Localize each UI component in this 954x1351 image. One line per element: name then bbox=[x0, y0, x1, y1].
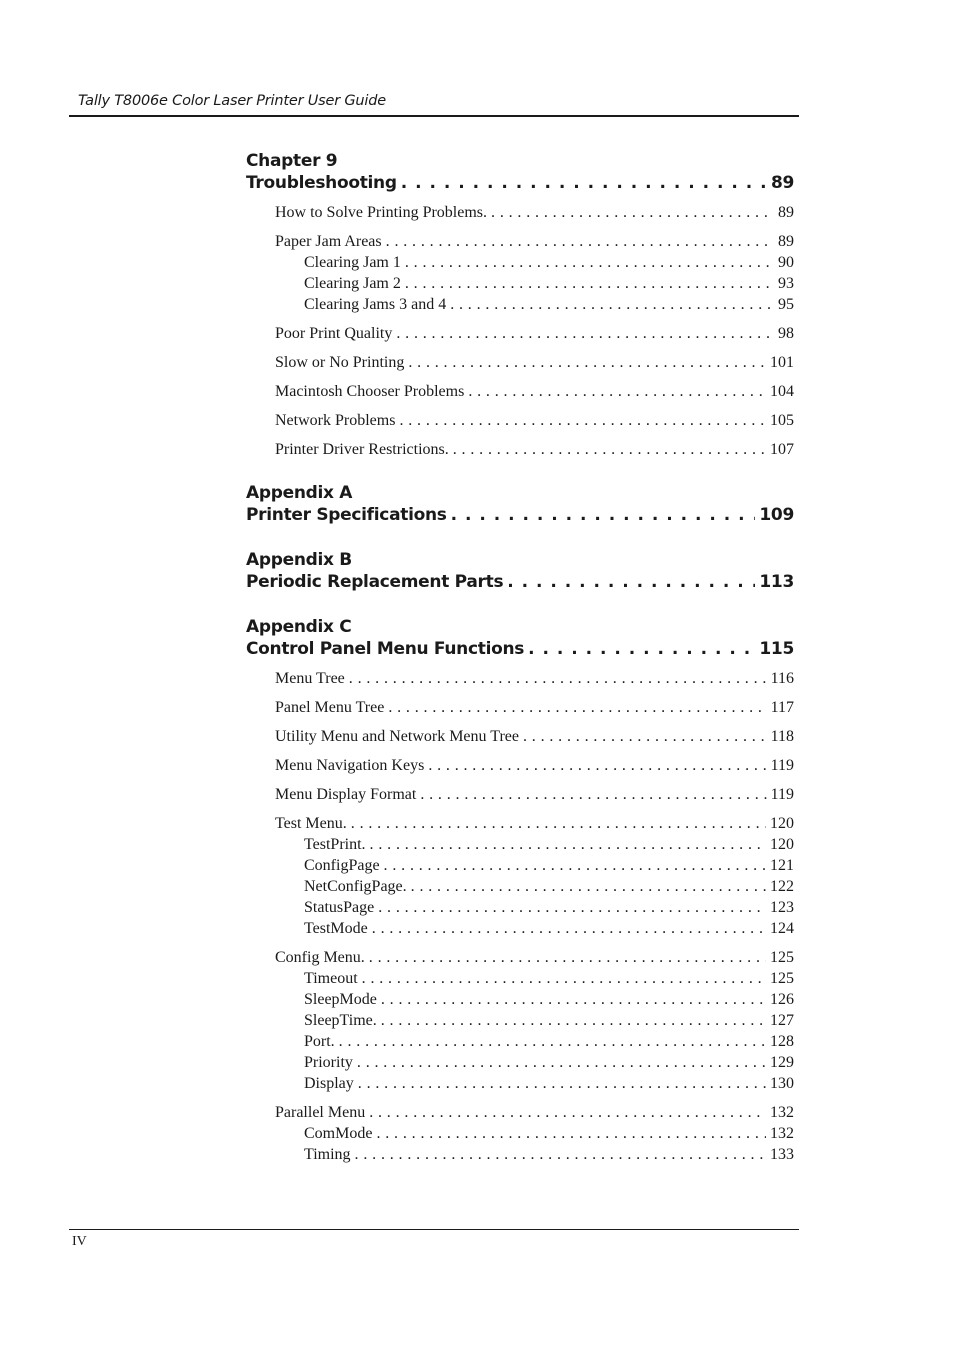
toc-entry-title: Parallel Menu bbox=[275, 1104, 366, 1121]
chapter-page-number: 109 bbox=[759, 505, 794, 525]
toc-entry-page-number: 119 bbox=[770, 786, 794, 803]
toc-entry-title: Priority bbox=[304, 1054, 353, 1071]
dot-leader bbox=[357, 1052, 766, 1073]
toc-entry-title: ConfigPage bbox=[304, 857, 380, 874]
toc-entry-group bbox=[246, 697, 794, 718]
toc-entry-page-number: 101 bbox=[770, 354, 794, 371]
toc-entry-title: Config Menu. bbox=[275, 949, 365, 966]
toc-entry-title: How to Solve Printing Problems. bbox=[275, 204, 488, 221]
toc-entry-title: ComMode bbox=[304, 1125, 373, 1142]
toc-entry-page-number: 95 bbox=[778, 296, 794, 313]
toc-entry-group bbox=[246, 726, 794, 747]
dot-leader bbox=[411, 876, 766, 897]
dot-leader bbox=[370, 834, 766, 855]
toc-entry-page-number: 120 bbox=[770, 815, 794, 832]
toc-section bbox=[246, 150, 794, 460]
toc-entry-title: Menu Tree bbox=[275, 670, 345, 687]
chapter-title: Control Panel Menu Functions bbox=[246, 639, 525, 659]
toc-section bbox=[246, 616, 794, 1165]
chapter-page-number: 89 bbox=[770, 173, 794, 193]
toc-entry-page-number: 132 bbox=[770, 1125, 794, 1142]
dot-leader bbox=[468, 381, 766, 402]
dot-leader bbox=[528, 638, 755, 661]
toc-entry-page-number: 104 bbox=[770, 383, 794, 400]
toc-entry[interactable] bbox=[246, 726, 794, 747]
toc-entry-page-number: 89 bbox=[778, 233, 794, 250]
toc-entry-title: Poor Print Quality bbox=[275, 325, 393, 342]
dot-leader bbox=[451, 504, 756, 527]
toc-entry-title: Printer Driver Restrictions. bbox=[275, 441, 449, 458]
toc-entry-title: Clearing Jam 1 bbox=[304, 254, 401, 271]
chapter-title: Periodic Replacement Parts bbox=[246, 572, 504, 592]
dot-leader bbox=[491, 202, 770, 223]
toc-subentry[interactable] bbox=[246, 897, 794, 918]
toc-entry-page-number: 122 bbox=[770, 878, 794, 895]
toc-entry-group bbox=[246, 231, 794, 315]
toc-subentry[interactable] bbox=[246, 876, 794, 897]
toc-entry-title: StatusPage bbox=[304, 899, 375, 916]
toc-entry[interactable] bbox=[246, 323, 794, 344]
dot-leader bbox=[405, 273, 770, 294]
toc-entry-page-number: 116 bbox=[770, 670, 794, 687]
toc-entry[interactable] bbox=[246, 755, 794, 776]
dot-leader bbox=[386, 231, 770, 252]
toc-entry-page-number: 126 bbox=[770, 991, 794, 1008]
toc-entry[interactable] bbox=[246, 1102, 794, 1123]
dot-leader bbox=[405, 252, 770, 273]
toc-subentry[interactable] bbox=[246, 989, 794, 1010]
toc-section bbox=[246, 549, 794, 594]
toc-entry-page-number: 93 bbox=[778, 275, 794, 292]
dot-leader bbox=[355, 1144, 766, 1165]
chapter-title: Troubleshooting bbox=[246, 173, 397, 193]
dot-leader bbox=[376, 1123, 766, 1144]
toc-entry-page-number: 120 bbox=[770, 836, 794, 853]
dot-leader bbox=[450, 294, 770, 315]
toc-entry-page-number: 127 bbox=[770, 1012, 794, 1029]
dot-leader bbox=[381, 1010, 766, 1031]
chapter-page-number: 113 bbox=[759, 572, 794, 592]
toc-entry-title: Macintosh Chooser Problems bbox=[275, 383, 465, 400]
dot-leader bbox=[369, 947, 766, 968]
toc-entry-title: Port. bbox=[304, 1033, 335, 1050]
toc-entry-page-number: 98 bbox=[778, 325, 794, 342]
chapter-label: Chapter 9 bbox=[246, 151, 338, 171]
toc-entry-page-number: 129 bbox=[770, 1054, 794, 1071]
toc-subentry[interactable] bbox=[246, 1144, 794, 1165]
toc-entry[interactable] bbox=[246, 784, 794, 805]
toc-entry-page-number: 125 bbox=[770, 949, 794, 966]
toc-entries bbox=[246, 202, 794, 460]
toc-entry[interactable] bbox=[246, 813, 794, 834]
toc-entry-group bbox=[246, 352, 794, 373]
chapter-label: Appendix C bbox=[246, 617, 352, 637]
toc-entry-group bbox=[246, 381, 794, 402]
toc-entry-title: Menu Display Format bbox=[275, 786, 417, 803]
toc-entry-group bbox=[246, 755, 794, 776]
toc-entry-title: SleepMode bbox=[304, 991, 377, 1008]
dot-leader bbox=[396, 323, 770, 344]
toc-entry-page-number: 118 bbox=[770, 728, 794, 745]
toc-entry-title: SleepTime. bbox=[304, 1012, 377, 1029]
dot-leader bbox=[401, 172, 767, 195]
toc-entry-page-number: 123 bbox=[770, 899, 794, 916]
toc-entry-page-number: 117 bbox=[770, 699, 794, 716]
toc-entry-group bbox=[246, 784, 794, 805]
toc-entry-title: Clearing Jam 2 bbox=[304, 275, 401, 292]
dot-leader bbox=[523, 726, 767, 747]
toc-entry[interactable] bbox=[246, 231, 794, 252]
toc-entry-page-number: 119 bbox=[770, 757, 794, 774]
toc-entry[interactable] bbox=[246, 381, 794, 402]
toc-entry-group bbox=[246, 813, 794, 939]
toc-entry[interactable] bbox=[246, 202, 794, 223]
chapter-title-entry[interactable] bbox=[246, 638, 794, 661]
toc-entry-group bbox=[246, 202, 794, 223]
toc-subentry[interactable] bbox=[246, 273, 794, 294]
toc-entry-group bbox=[246, 323, 794, 344]
dot-leader bbox=[378, 897, 766, 918]
chapter-label: Appendix B bbox=[246, 550, 352, 570]
toc-subentry[interactable] bbox=[246, 294, 794, 315]
dot-leader bbox=[349, 668, 767, 689]
toc-subentry[interactable] bbox=[246, 855, 794, 876]
chapter-title: Printer Specifications bbox=[246, 505, 447, 525]
toc-subentry[interactable] bbox=[246, 968, 794, 989]
toc-entry-title: Menu Navigation Keys bbox=[275, 757, 425, 774]
dot-leader bbox=[358, 1073, 766, 1094]
toc-entry-title: Test Menu. bbox=[275, 815, 347, 832]
header-rule bbox=[69, 115, 799, 117]
toc-entry-title: Slow or No Printing bbox=[275, 354, 405, 371]
toc-entry-page-number: 89 bbox=[778, 204, 794, 221]
toc-subentry[interactable] bbox=[246, 1123, 794, 1144]
toc-entry-page-number: 132 bbox=[770, 1104, 794, 1121]
toc-entry-page-number: 124 bbox=[770, 920, 794, 937]
chapter-title-entry[interactable] bbox=[246, 504, 794, 527]
toc-entry-title: Paper Jam Areas bbox=[275, 233, 382, 250]
toc-entry-title: TestPrint. bbox=[304, 836, 366, 853]
toc-entry-page-number: 128 bbox=[770, 1033, 794, 1050]
toc-entry-page-number: 125 bbox=[770, 970, 794, 987]
dot-leader bbox=[362, 968, 766, 989]
toc-entry-page-number: 130 bbox=[770, 1075, 794, 1092]
toc-entry-title: Panel Menu Tree bbox=[275, 699, 385, 716]
dot-leader bbox=[507, 571, 755, 594]
toc-subentry[interactable] bbox=[246, 918, 794, 939]
dot-leader bbox=[428, 755, 766, 776]
dot-leader bbox=[420, 784, 766, 805]
chapter-page-number: 115 bbox=[759, 639, 794, 659]
toc-subentry[interactable] bbox=[246, 1010, 794, 1031]
toc-entry[interactable] bbox=[246, 410, 794, 431]
dot-leader bbox=[453, 439, 766, 460]
toc-entry-title: Timeout bbox=[304, 970, 358, 987]
page-number: IV bbox=[72, 1234, 87, 1249]
toc-entry[interactable] bbox=[246, 352, 794, 373]
toc-entry-title: Network Problems bbox=[275, 412, 396, 429]
toc-entry-title: Display bbox=[304, 1075, 354, 1092]
dot-leader bbox=[372, 918, 766, 939]
toc-entry-page-number: 107 bbox=[770, 441, 794, 458]
toc-section bbox=[246, 482, 794, 527]
toc-entry[interactable] bbox=[246, 697, 794, 718]
toc-subentry[interactable] bbox=[246, 252, 794, 273]
toc-entry-group bbox=[246, 439, 794, 460]
toc-entry-group bbox=[246, 410, 794, 431]
toc-entry-page-number: 121 bbox=[770, 857, 794, 874]
dot-leader bbox=[388, 697, 766, 718]
chapter-label: Appendix A bbox=[246, 483, 353, 503]
toc-entry-group bbox=[246, 668, 794, 689]
toc-entry-page-number: 90 bbox=[778, 254, 794, 271]
toc-subentry[interactable] bbox=[246, 1031, 794, 1052]
dot-leader bbox=[399, 410, 766, 431]
chapter-title-entry[interactable] bbox=[246, 571, 794, 594]
toc-subentry[interactable] bbox=[246, 1073, 794, 1094]
toc-entry-page-number: 133 bbox=[770, 1146, 794, 1163]
toc-entry-title: NetConfigPage. bbox=[304, 878, 407, 895]
dot-leader bbox=[384, 855, 766, 876]
toc-entry[interactable] bbox=[246, 439, 794, 460]
dot-leader bbox=[381, 989, 766, 1010]
chapter-title-entry[interactable] bbox=[246, 172, 794, 195]
toc-entry-title: Clearing Jams 3 and 4 bbox=[304, 296, 447, 313]
toc-entry-title: Timing bbox=[304, 1146, 351, 1163]
dot-leader bbox=[369, 1102, 766, 1123]
table-of-contents bbox=[246, 150, 794, 1165]
dot-leader bbox=[339, 1031, 766, 1052]
toc-subentry[interactable] bbox=[246, 834, 794, 855]
toc-entry-group bbox=[246, 1102, 794, 1165]
toc-entry-group bbox=[246, 947, 794, 1094]
toc-subentry[interactable] bbox=[246, 1052, 794, 1073]
footer-rule bbox=[69, 1229, 799, 1230]
toc-entry[interactable] bbox=[246, 947, 794, 968]
toc-entry-page-number: 105 bbox=[770, 412, 794, 429]
toc-entry[interactable] bbox=[246, 668, 794, 689]
dot-leader bbox=[351, 813, 766, 834]
running-header: Tally T8006e Color Laser Printer User Guide bbox=[78, 93, 386, 109]
toc-entry-title: Utility Menu and Network Menu Tree bbox=[275, 728, 519, 745]
toc-entry-title: TestMode bbox=[304, 920, 368, 937]
toc-entries bbox=[246, 668, 794, 1165]
dot-leader bbox=[408, 352, 766, 373]
